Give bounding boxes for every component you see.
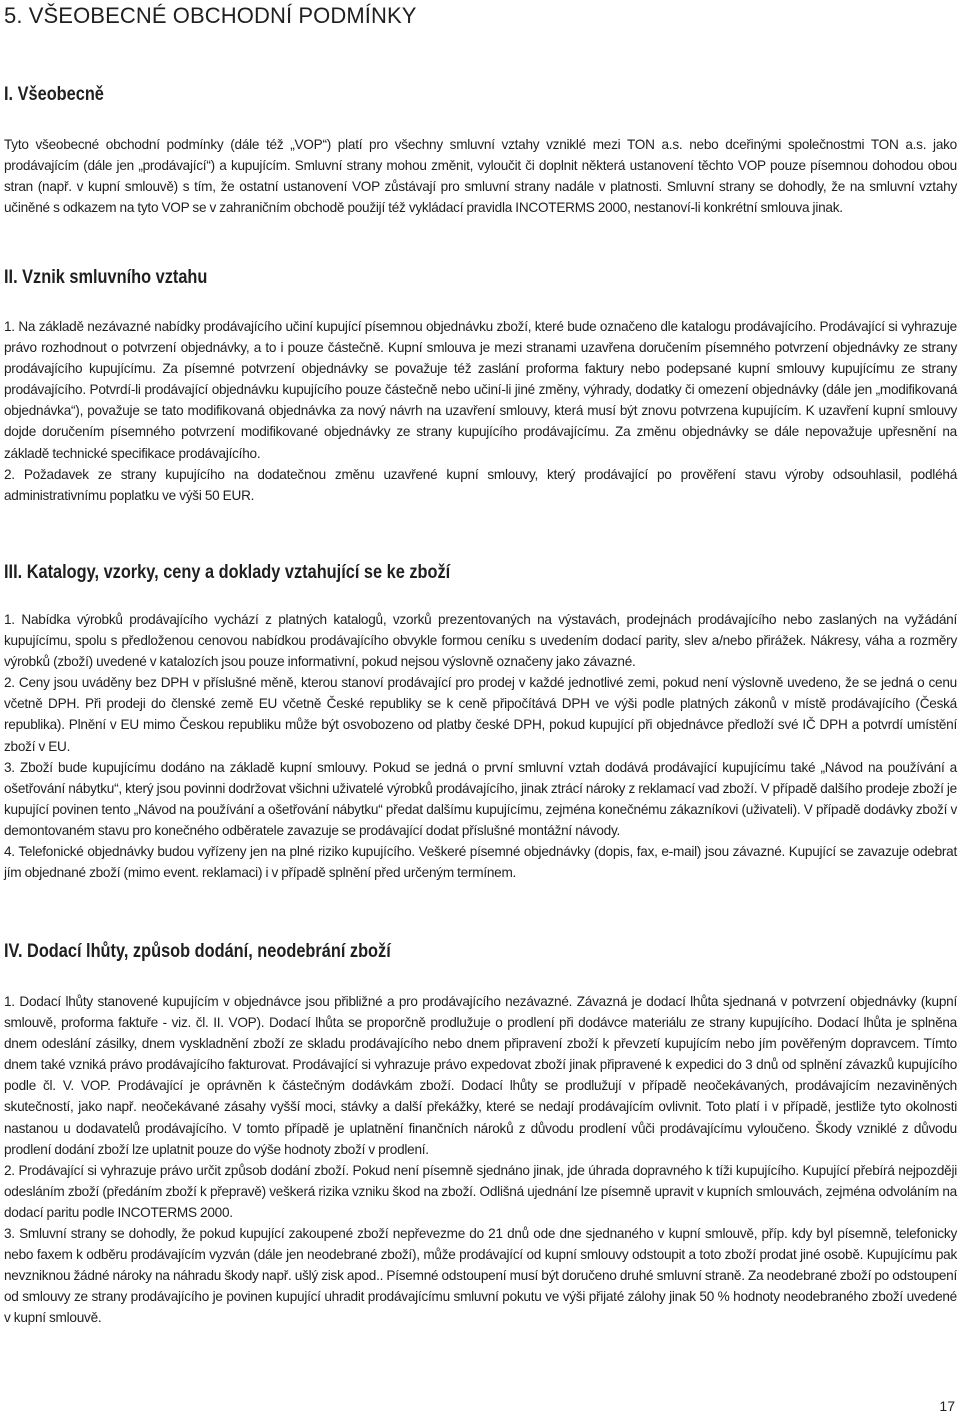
paragraph: 1. Nabídka výrobků prodávajícího vychází z platných katalogů, vzorků prezentovaných na výstavách, prodejnách prodávajícího nebo zaslaných na vyžádání kupujícímu, spolu s předloženou cenovou nabídkou prodávajícího obvykle formou ceníku s uvedením dodací parity, slev a/nebo přirážek. Nákresy, váha a rozměry výrobků (zboží) uvedené v katalozích jsou pouze informativní, pokud nejsou výslovně označeny jako závazné.: [4, 612, 957, 670]
paragraph: 2. Prodávající si vyhrazuje právo určit způsob dodání zboží. Pokud není písemně sjednáno jinak, jde úhrada dopravného k tíži kupujícího. Kupující přebírá nejpozději odesláním zboží (předáním zboží k přepravě) veškerá rizika vzniku škod na zboží. Odlišná ujednání lze písemně upravit v kupních smlouvách, zejména odvoláním na dodací paritu podle INCOTERMS 2000.: [4, 1162, 957, 1220]
paragraph: Tyto všeobecné obchodní podmínky (dále též „VOP“) platí pro všechny smluvní vztahy vzniklé mezi TON a.s. nebo dceřinými společnostmi TON a.s. jako prodávajícím (dále jen „prodávající“) a kupujícím. Smluvní strany mohou změnit, vyloučit či doplnit některá ustanovení těchto VOP pouze písemnou dohodou obou stran (např. v kupní smlouvě) s tím, že ostatní ustanovení VOP zůstávají pro smluvní strany nadále v platnosti. Smluvní strany se dohodly, že na smluvní vztahy učiněné s odkazem na tyto VOP se v zahraničním obchodě použijí též vykládací pravidla INCOTERMS 2000, nestanoví-li konkrétní smlouva jinak.: [4, 137, 957, 216]
section-body-1: [4, 134, 957, 218]
page-number: 17: [939, 1398, 955, 1414]
paragraph: 1. Na základě nezávazné nabídky prodávajícího učiní kupující písemnou objednávku zboží, které bude označeno dle katalogu prodávajícího. Prodávající si vyhrazuje právo rozhodnout o potvrzení objednávky, a to i pouze částečně. Kupní smlouva je mezi stranami uzavřena doručením písemného potvrzení objednávky ze strany prodávajícího kupujícímu. Za písemné potvrzení objednávky se považuje též zaslání proforma faktury nebo podepsané kupní smlouvy kupujícímu ze strany prodávajícího. Potvrdí-li prodávající objednávku kupujícího pouze částečně nebo učiní-li jiné změny, výhrady, dodatky či omezení objednávky (dále jen „modifikovaná objednávka“), považuje se tato modifikovaná objednávka za nový návrh na uzavření smlouvy, která musí být znovu potvrzena kupujícím. K uzavření kupní smlouvy dojde doručením písemného potvrzení modifikované objednávky ze strany kupujícího prodávajícímu. Za změnu objednávky se dále nepovažuje upřesnění na základě technické specifikace prodávajícího.: [4, 319, 957, 461]
section-heading-4: IV. Dodací lhůty, způsob dodání, neodebrání zboží: [4, 941, 391, 962]
section-body-2: [4, 316, 957, 506]
document-title: 5. VŠEOBECNÉ OBCHODNÍ PODMÍNKY: [4, 3, 417, 28]
section-heading-1: I. Všeobecně: [4, 84, 104, 105]
paragraph: 2. Požadavek ze strany kupujícího na dodatečnou změnu uzavřené kupní smlouvy, který prodávající po prověření stavu výroby odsouhlasil, podléhá administrativnímu poplatku ve výši 50 EUR.: [4, 466, 957, 503]
section-heading-2: II. Vznik smluvního vztahu: [4, 267, 208, 288]
section-body-4: [4, 991, 957, 1329]
paragraph: 4. Telefonické objednávky budou vyřízeny jen na plné riziko kupujícího. Veškeré písemné objednávky (dopis, fax, e-mail) jsou závazné. Kupující se zavazuje odebrat jím objednané zboží (mimo event. reklamaci) i v případě splnění před určeným termínem.: [4, 844, 957, 881]
paragraph: 2. Ceny jsou uváděny bez DPH v příslušné měně, kterou stanoví prodávající pro prodej v každé jednotlivé zemi, pokud není výslovně uvedeno, že se jedná o cenu včetně DPH. Při prodeji do členské země EU včetně České republiky se k ceně připočítává DPH ve výši podle platných zákonů v místě prodávajícího (Česká republika). Plnění v EU mimo Českou republiku může být osvobozeno od platby české DPH, pokud kupující při objednávce předloží své IČ DPH a potvrdí umístění zboží v EU.: [4, 675, 957, 754]
paragraph: 1. Dodací lhůty stanovené kupujícím v objednávce jsou přibližné a pro prodávajícího nezávazné. Závazná je dodací lhůta sjednaná v potvrzení objednávky (kupní smlouvě, proforma faktuře - viz. čl. II. VOP). Dodací lhůta se proporčně prodlužuje o prodlení při dodávce materiálu ze strany kupujícího. Dodací lhůta je splněna dnem odeslání zásilky, dnem vyskladnění zboží ze skladu prodávajícího nebo dnem připravení zboží k převzetí kupujícím nebo jím pověřeným dopravcem. Tímto dnem také vzniká právo prodávajícího fakturovat. Prodávající si vyhrazuje právo expedovat zboží jinak připravené k expedici do 3 dnů od splnění závazků kupujícího podle čl. V. VOP. Prodávající je oprávněn k částečným dodávkám zboží. Dodací lhůty se prodlužují v případě neočekávaných, prodávajícím nezaviněných skutečností, jako např. neočekávané zásahy vyšší moci, stávky a další překážky, které se nedají prodávajícím ovlivnit. Toto platí i v případě, jestliže tyto okolnosti nastanou u dodavatelů prodávajícího. V tomto případě je uplatnění finančních nároků z důvodu prodlení vůči prodávajícímu vyloučeno. Škody vzniklé z důvodu prodlení dodání zboží lze uplatnit pouze do výše hodnoty zboží v prodlení.: [4, 994, 957, 1157]
section-body-3: [4, 609, 957, 883]
section-heading-3: III. Katalogy, vzorky, ceny a doklady vztahující se ke zboží: [4, 562, 451, 583]
paragraph: 3. Zboží bude kupujícímu dodáno na základě kupní smlouvy. Pokud se jedná o první smluvní vztah dodává prodávající kupujícímu také „Návod na používání a ošetřování nábytku“, který jsou povinni dodržovat všichni uživatelé výrobků prodávajícího, jinak ztrácí nároky z reklamací vad zboží. V případě dalšího prodeje zboží je kupující povinen tento „Návod na používání a ošetřování nábytku“ předat dalšímu kupujícímu, zejména konečnému zákazníkovi (uživateli). V případě dodávky zboží v demontovaném stavu pro konečného odběratele zavazuje se prodávající dodat příslušné montážní návody.: [4, 759, 957, 838]
paragraph: 3. Smluvní strany se dohodly, že pokud kupující zakoupené zboží nepřevezme do 21 dnů ode dne sjednaného v kupní smlouvě, příp. kdy byl písemně, telefonicky nebo faxem k odběru prodávajícím vyzván (dále jen neodebrané zboží), může prodávající od kupní smlouvy odstoupit a toto zboží prodat jiné osobě. Kupujícímu pak nevzniknou žádné nároky na náhradu škody např. ušlý zisk apod.. Písemné odstoupení musí být doručeno druhé smluvní straně. Za neodebrané zboží po odstoupení od smlouvy ze strany prodávajícího je povinen kupující uhradit prodávajícímu smluvní pokutu ve výši přijaté zálohy jinak 50 % hodnoty neodebraného zboží uvedené v kupní smlouvě.: [4, 1226, 957, 1326]
